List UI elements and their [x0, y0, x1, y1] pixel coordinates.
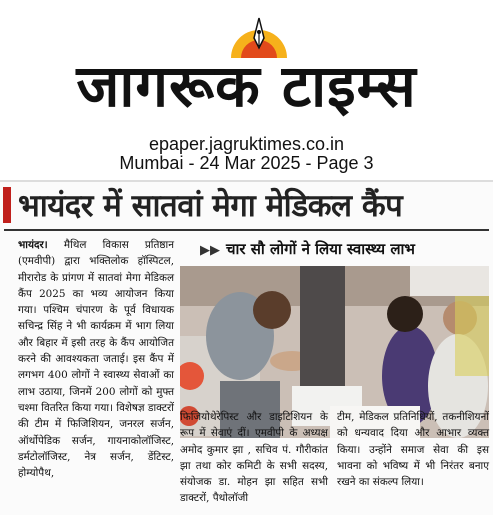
article-body-1: मैथिल विकास प्रतिष्ठान (एमवीपी) द्वारा भक्तिलोक हॉस्पिटल, मीरारोड के प्रांगण में सातवां मेगा मेडिकल कैंप 2025 का भव्य आयोजन किया गया। पश्चिम चंपारण के पूर्व विधायक सचिन्द्र सिंह ने भी कार्यक्रम में भाग लिया और बिहार में इसी तरह के कैंप आयोजित करने की आवश्यकता जताई। इस कैंप में लगभग 400 लोगों ने स्वास्थ्य सेवाओं का लाभ उठाया, जिनमें 200 लोगों को मुफ्त चश्मा वितरित किया गया। विशेषज्ञ डाक्टरों की टीम में फिजिशियन, जनरल सर्जन, ऑर्थोपेडिक सर्जन, गायनाकोलॉजिस्ट, डर्मटोलॉजिस्ट, नेत्र सर्जन, डेंटिस्ट, होम्योपैथ,	[18, 239, 174, 480]
article-clipping	[0, 180, 493, 515]
issue-info: Mumbai - 24 Mar 2025 - Page 3	[119, 153, 374, 173]
masthead	[0, 0, 493, 178]
epaper-url: epaper.jagruktimes.co.in	[148, 134, 345, 154]
double-arrow-icon: ▶▶	[200, 243, 220, 258]
newspaper-logo: जागरूक टाइम्स	[76, 52, 417, 120]
headline-accent-bar	[3, 187, 11, 223]
article-subheadline	[200, 239, 490, 259]
dateline: भायंदर।	[18, 239, 48, 251]
headline-divider	[4, 229, 489, 231]
article-column-1	[18, 237, 174, 481]
article-column-3: टीम, मेडिकल प्रतिनिधियों, तकनीशियनों को धन्यवाद दिया और आभार व्यक्त किया। उन्होंने समाज सेवा की इस भावना को भविष्य में भी निरंतर बनाए रखने का संकल्प लिया।	[337, 411, 489, 489]
subheadline-text: चार सौ लोगों ने लिया स्वास्थ्य लाभ	[226, 240, 415, 258]
article-headline: भायंदर में सातवां मेगा मेडिकल कैंप	[18, 188, 403, 224]
article-column-2: फिजियोथेरेपिस्ट और डाइटिशियन के रूप में सेवाएं दीं। एमवीपी के अध्यक्ष अमोद कुमार झा , सचिव पं. गौरीकांत झा तथा कोर कमिटी के सभी सदस्य, संयोजक डा. मोहन झा सहित सभी डाक्टरों, पैथोलॉजी	[180, 411, 328, 505]
